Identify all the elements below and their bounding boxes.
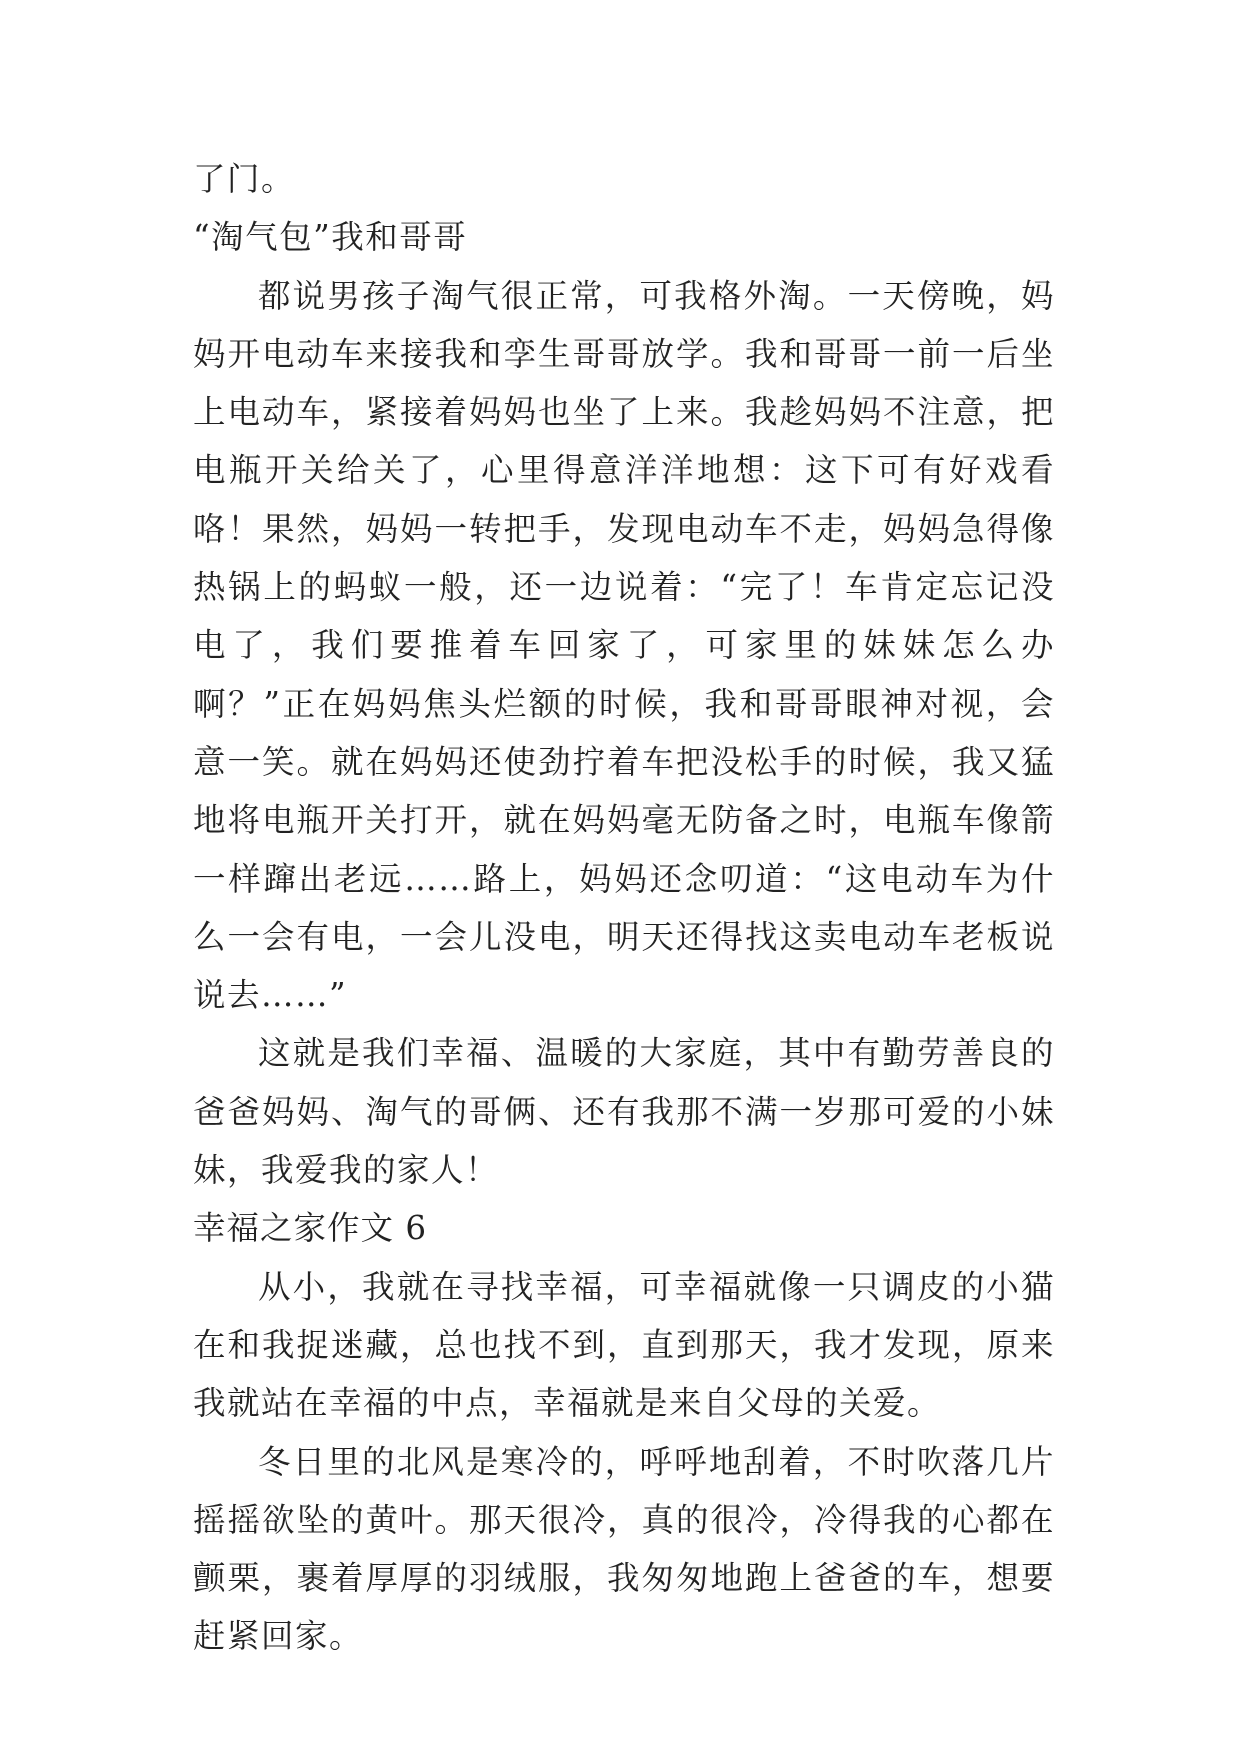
paragraph: 都说男孩子淘气很正常，可我格外淘。一天傍晚，妈妈开电动车来接我和孪生哥哥放学。我和哥哥一前一后坐上电动车，紧接着妈妈也坐了上来。我趁妈妈不注意，把电瓶开关给关了，心里得意洋洋地想：这下可有好戏看咯！果然，妈妈一转把手，发现电动车不走，妈妈急得像热锅上的蚂蚁一般，还一边说着：“完了！车肯定忘记没电了，我们要推着车回家了，可家里的妹妹怎么办啊？”正在妈妈焦头烂额的时候，我和哥哥眼神对视，会意一笑。就在妈妈还使劲拧着车把没松手的时候，我又猛地将电瓶开关打开，就在妈妈毫无防备之时，电瓶车像箭一样蹿出老远……路上，妈妈还念叨道：“这电动车为什么一会有电，一会儿没电，明天还得找这卖电动车老板说说去……” xyxy=(193,276,1055,1015)
document-body xyxy=(193,150,1055,1666)
paragraph: 冬日里的北风是寒冷的，呼呼地刮着，不时吹落几片摇摇欲坠的黄叶。那天很冷，真的很冷，冷得我的心都在颤栗，裹着厚厚的羽绒服，我匆匆地跑上爸爸的车，想要赶紧回家。 xyxy=(193,1442,1055,1656)
section-subtitle: “淘气包”我和哥哥 xyxy=(193,218,468,257)
paragraph: 从小，我就在寻找幸福，可幸福就像一只调皮的小猫在和我捉迷藏，总也找不到，直到那天，我才发现，原来我就站在幸福的中点，幸福就是来自父母的关爱。 xyxy=(193,1267,1055,1423)
essay-heading: 幸福之家作文 6 xyxy=(193,1209,428,1248)
paragraph: 这就是我们幸福、温暖的大家庭，其中有勤劳善良的爸爸妈妈、淘气的哥俩、还有我那不满一岁那可爱的小妹妹，我爱我的家人！ xyxy=(193,1034,1055,1190)
continuation-text: 了门。 xyxy=(193,160,296,198)
